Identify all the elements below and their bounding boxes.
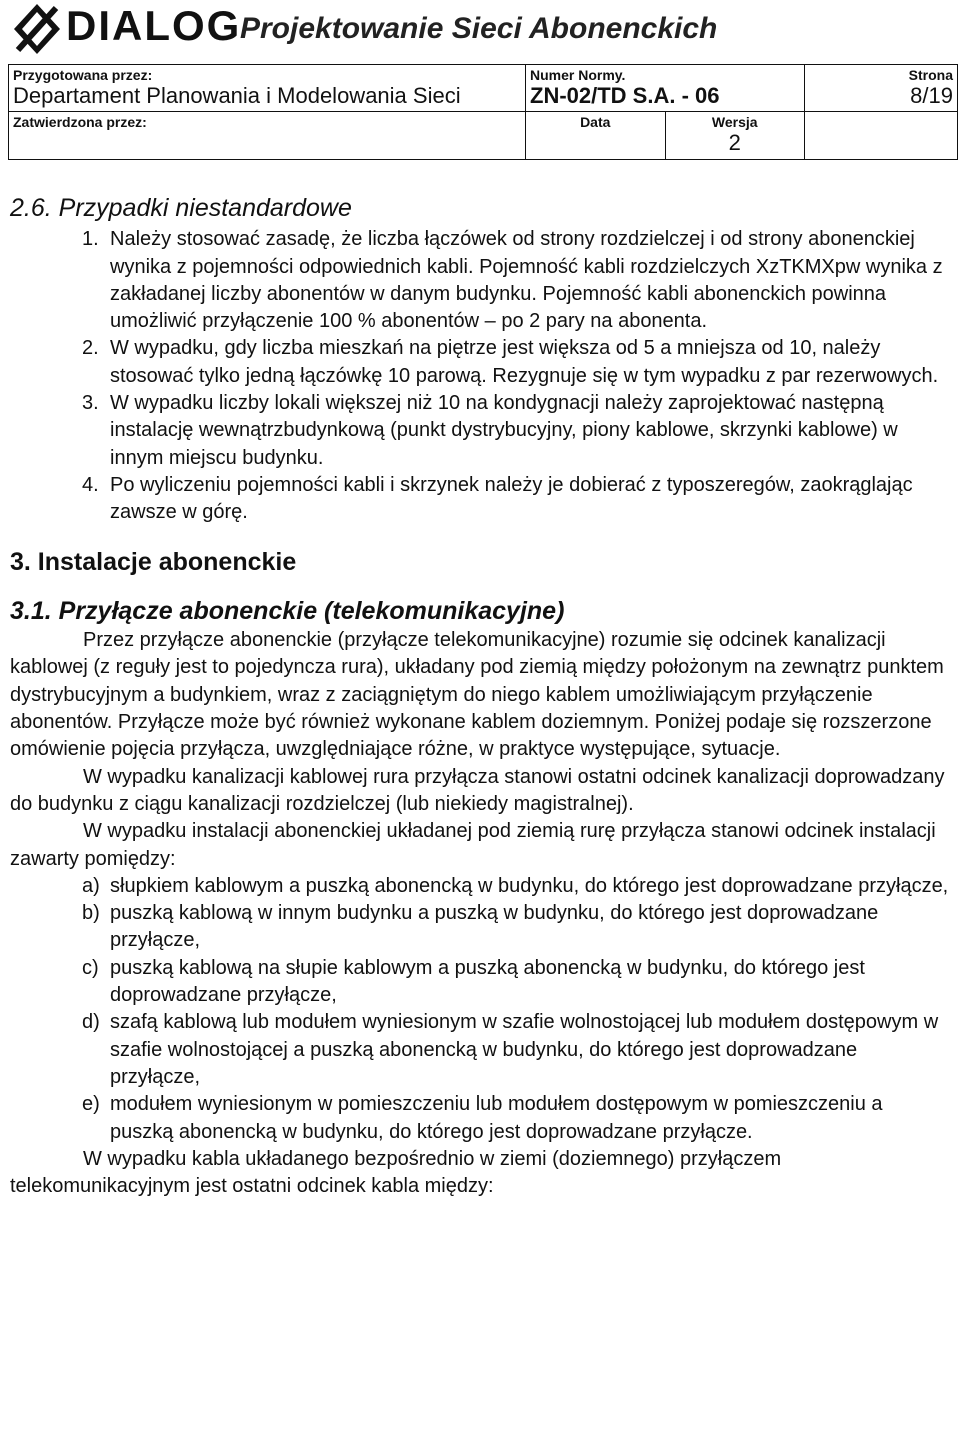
version-cell	[665, 112, 805, 160]
norm-number-value: ZN-02/TD S.A. - 06	[530, 83, 720, 108]
version-label: Wersja	[711, 114, 758, 130]
list-item-letter: a)	[82, 874, 100, 897]
list-item-letter: b)	[82, 902, 100, 925]
list-item	[10, 226, 950, 335]
list-item-text: Należy stosować zasadę, że liczba łączówek od strony rozdzielczej i od strony abonenckiej wynika z pojemności odpowiednich kabli. Pojemność kabli rozdzielczych XzTKMXpw wynika z zakładanej liczby abonentów w danym budynku. Pojemność kabli abonenckich powinna umożliwić przyłączenie 100 % abonentów – po 2 pary na abonenta.	[110, 228, 943, 333]
document-title: Projektowanie Sieci Abonenckich	[240, 12, 718, 45]
paragraph: Przez przyłącze abonenckie (przyłącze telekomunikacyjne) rozumie się odcinek kanalizacji kablowej (z reguły jest to pojedyncza rura), układany pod ziemią między położonym na zewnątrz punktem dystrybucyjnym a budynkiem, wraz z zaciągniętym do niego kablem umożliwiającym przyłączenie abonentów. Przyłącze może być również wykonane kablem doziemnym. Poniżej podaje się rozszerzone omówienie pojęcia przyłącza, uwzględniające różne, w praktyce występujące, sytuacje.	[10, 629, 944, 761]
list-item	[10, 1091, 950, 1146]
header-logo-row	[8, 0, 958, 62]
approved-by-cell	[9, 112, 526, 160]
section-3-heading: 3. Instalacje abonenckie	[10, 547, 297, 576]
document-body	[10, 195, 950, 1200]
header-table	[8, 64, 958, 160]
list-item-number: 3.	[82, 392, 99, 415]
page-cell	[805, 65, 958, 112]
norm-number-cell	[526, 65, 805, 112]
list-item-letter: d)	[82, 1011, 100, 1034]
list-item	[10, 955, 950, 1010]
list-item-letter: c)	[82, 956, 99, 979]
list-item-number: 2.	[82, 337, 99, 360]
paragraph: W wypadku kabla układanego bezpośrednio w ziemi (doziemnego) przyłączem telekomunikacyjnym jest ostatni odcinek kabla między:	[10, 1147, 782, 1198]
list-item	[10, 873, 950, 900]
list-item-text: W wypadku liczby lokali większej niż 10 na kondygnacji należy zaprojektować następną instalację wewnątrzbudynkową (punkt dystrybucyjny, piony kablowe, skrzynki kablowe) w innym miejscu budynku.	[110, 392, 898, 469]
list-item-text: słupkiem kablowym a puszką abonencką w budynku, do którego jest doprowadzane przyłącze,	[110, 874, 949, 897]
list-item	[10, 900, 950, 955]
list-item	[10, 335, 950, 390]
norm-number-label: Numer Normy.	[530, 67, 626, 83]
list-item-number: 1.	[82, 228, 99, 251]
paragraph: W wypadku kanalizacji kablowej rura przyłącza stanowi ostatni odcinek kanalizacji doprowadzany do budynku z ciągu kanalizacji rozdzielczej (lub niekiedy magistralnej).	[10, 765, 945, 815]
list-item-number: 4.	[82, 473, 99, 496]
list-item	[10, 390, 950, 472]
list-item-text: puszką kablową na słupie kablowym a puszką abonencką w budynku, do którego jest doprowadzane przyłącze,	[110, 956, 865, 1007]
section-2-6-heading: 2.6. Przypadki niestandardowe	[10, 194, 352, 222]
logo-text: DIALOG	[66, 2, 242, 49]
page-number: 8/19	[910, 83, 953, 108]
prepared-by-value: Departament Planowania i Modelowania Sieci	[13, 83, 461, 108]
section-3-1-heading: 3.1. Przyłącze abonenckie (telekomunikacyjne)	[10, 596, 565, 625]
list-item	[10, 472, 950, 527]
list-item-text: Po wyliczeniu pojemności kabli i skrzynek należy je dobierać z typoszeregów, zaokrąglając zawsze w górę.	[110, 473, 913, 524]
list-item-text: szafą kablową lub modułem wyniesionym w szafie wolnostojącej lub modułem dostępowym w szafie wolnostojącej a puszką abonencką w budynku, do którego jest doprowadzane przyłącze,	[110, 1011, 939, 1088]
list-item	[10, 1009, 950, 1091]
prepared-by-cell	[9, 65, 526, 112]
empty-cell	[805, 112, 958, 160]
prepared-by-label: Przygotowana przez:	[13, 67, 153, 83]
paragraph: W wypadku instalacji abonenckiej układanej pod ziemią rurę przyłącza stanowi odcinek instalacji zawarty pomiędzy:	[10, 820, 936, 870]
list-item-text: puszką kablową w innym budynku a puszką w budynku, do którego jest doprowadzane przyłącze,	[110, 902, 879, 952]
dialog-logo-icon	[12, 2, 62, 56]
list-item-letter: e)	[82, 1093, 100, 1116]
date-label: Data	[580, 114, 611, 130]
list-item-text: modułem wyniesionym w pomieszczeniu lub modułem dostępowym w pomieszczeniu a puszką abonencką w budynku, do którego jest doprowadzane przyłącze.	[110, 1093, 883, 1143]
approved-by-label: Zatwierdzona przez:	[13, 114, 147, 130]
version-value: 2	[728, 130, 741, 155]
date-cell	[526, 112, 666, 160]
list-item-text: W wypadku, gdy liczba mieszkań na piętrze jest większa od 5 a mniejsza od 10, należy stosować tylko jedną łączówkę 10 parową. Rezygnuje się w tym wypadku z par rezerwowych.	[110, 337, 939, 387]
page-label: Strona	[908, 67, 953, 83]
